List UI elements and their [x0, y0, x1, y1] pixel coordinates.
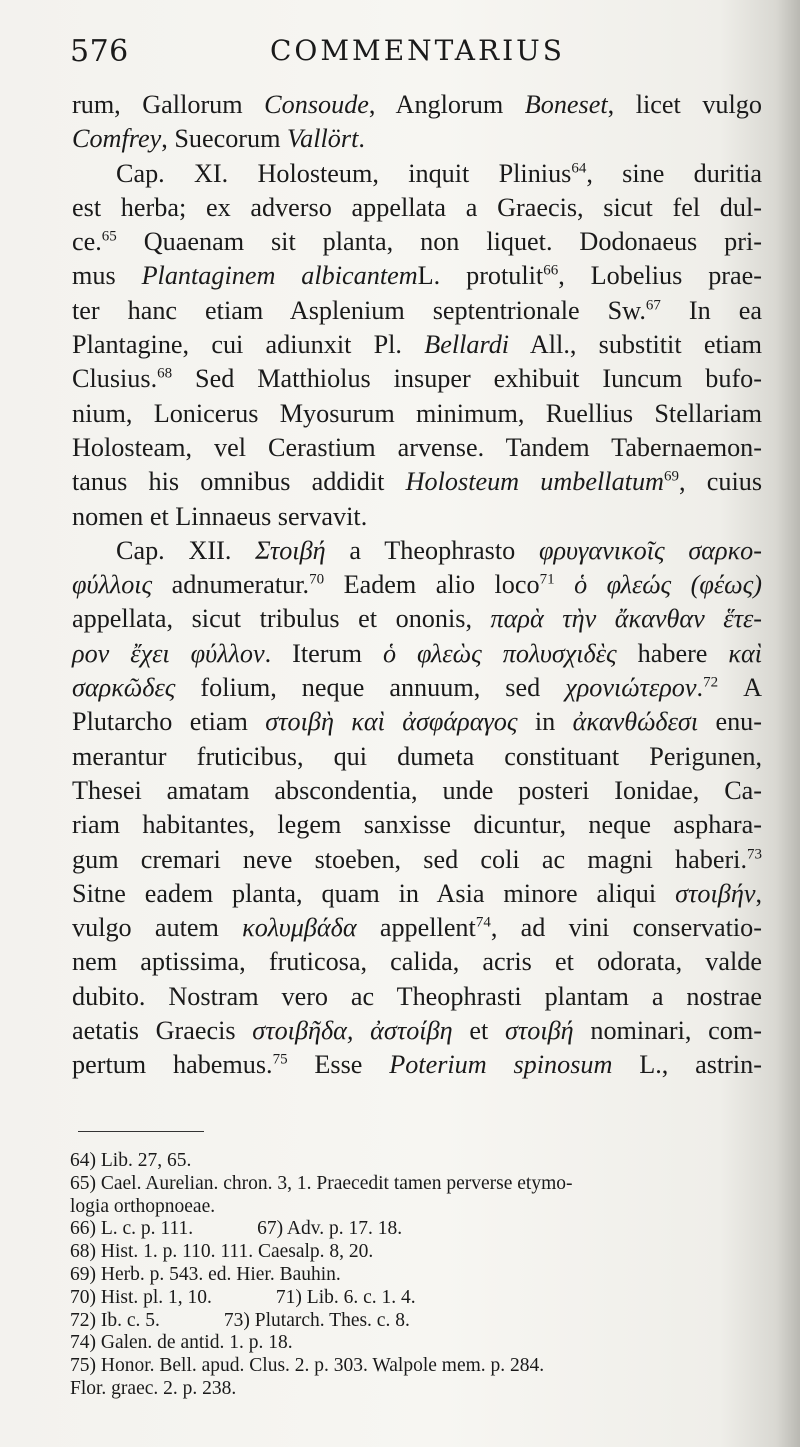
footnote-75-continued: Flor. graec. 2. p. 238. — [70, 1377, 237, 1399]
text-line: riam habitantes, legem sanxisse dicuntur, neque asphara- — [72, 810, 762, 840]
footnote-64: 64) Lib. 27, 65. — [70, 1150, 192, 1171]
text-line: aetatis Graecis στοιβῆδα, ἀστοίβη et στοιβή nominari, com- — [72, 1016, 762, 1046]
footnote-71: 71) Lib. 6. c. 1. 4. — [275, 1286, 416, 1308]
footnote-ref: 73 — [747, 845, 762, 862]
text-line: Comfrey, Suecorum Vallört. — [72, 124, 365, 154]
footnote-ref: 70 — [309, 571, 325, 588]
text-line: est herba; ex adverso appellata a Graecis, sicut fel dul- — [72, 192, 762, 222]
footnote-line — [70, 1287, 770, 1310]
text-line: Plutarcho etiam στοιβὴ καὶ ἀσφάραγος in ἀκανθώδεσι enu- — [72, 707, 762, 737]
text-line: gum cremari neve stoeben, sed coli ac magni haberi.$^{73}$ — [72, 844, 762, 874]
footnote-75: 75) Honor. Bell. apud. Clus. 2. p. 303. Walpole mem. p. 284. — [70, 1355, 545, 1377]
footnote-line — [70, 1218, 770, 1241]
text-line: pertum habemus.$^{75}$ Esse Poterium spinosum L., astrin- — [72, 1050, 762, 1080]
page-number: 576 — [70, 34, 129, 69]
footnote-73: 73) Plutarch. Thes. c. 8. — [223, 1309, 410, 1331]
footnotes — [70, 1150, 770, 1401]
footnote-ref: 67 — [645, 297, 661, 314]
text-line: mus Plantaginem albicantemL. protulit$^{66}$, Lobelius prae- — [72, 261, 762, 291]
text-line: Holosteam, vel Cerastium arvense. Tandem Tabernaemon- — [72, 432, 762, 462]
text-line: tanus his omnibus addidit Holosteum umbellatum$^{69}$, cuius — [72, 467, 763, 497]
footnote-ref: 64 — [571, 159, 587, 176]
text-line: appellata, sicut tribulus et ononis, παρὰ τὴν ἄκανθαν ἕτε- — [72, 604, 762, 634]
text-line: merantur fruticibus, qui dumeta constituant Perigunen, — [72, 741, 762, 771]
text-line: Clusius.$^{68}$ Sed Matthiolus insuper exhibuit Iuncum bufo- — [72, 364, 762, 394]
text-line: Cap. XI. Holosteum, inquit Plinius$^{64}$, sine duritia — [116, 158, 762, 188]
text-line: ter hanc etiam Asplenium septentrionale Sw.$^{67}$ In ea — [72, 295, 762, 325]
text-line: dubito. Nostram vero ac Theophrasti plantam a nostrae — [72, 981, 762, 1011]
footnote-ref: 69 — [663, 468, 679, 485]
footnote-ref: 65 — [101, 228, 117, 245]
text-line: nium, Lonicerus Myosurum minimum, Ruellius Stellariam — [72, 398, 762, 428]
running-head: COMMENTARIUS — [270, 34, 565, 67]
footnote-65-continued: logia orthopnoeae. — [70, 1195, 216, 1217]
footnote-72: 72) Ib. c. 5. — [70, 1309, 160, 1331]
text-line: Plantagine, cui adiunxit Pl. Bellardi All., substitit etiam — [72, 330, 762, 360]
text-line: Thesei amatam abscondentia, unde posteri Ionidae, Ca- — [72, 775, 762, 805]
footnote-69: 69) Herb. p. 543. ed. Hier. Bauhin. — [70, 1263, 341, 1285]
footnote-divider — [78, 1131, 204, 1132]
text-line: nem aptissima, fruticosa, calida, acris et odorata, valde — [72, 947, 762, 977]
text-line: Sitne eadem planta, quam in Asia minore aliqui στοιβήν, — [72, 878, 762, 908]
footnote-67: 67) Adv. p. 17. 18. — [257, 1218, 403, 1240]
footnote-74: 74) Galen. de antid. 1. p. 18. — [70, 1332, 293, 1354]
text-line: rum, Gallorum Consoude, Anglorum Boneset, licet vulgo — [72, 90, 762, 119]
page-header — [70, 34, 760, 74]
footnote-line — [70, 1310, 770, 1333]
footnote-ref: 68 — [157, 365, 173, 382]
text-line: Cap. XII. Στοιβή a Theophrasto φρυγανικοῖς σαρκο- — [116, 535, 762, 565]
footnote-68: 68) Hist. 1. p. 110. 111. Caesalp. 8, 20. — [70, 1241, 374, 1263]
text-line: nomen et Linnaeus servavit. — [72, 501, 368, 531]
footnote-ref: 75 — [272, 1051, 288, 1068]
main-text — [72, 88, 762, 1083]
footnote-ref: 66 — [543, 262, 559, 279]
text-line: ce.$^{65}$ Quaenam sit planta, non liquet. Dodonaeus pri- — [72, 227, 762, 257]
footnote-ref: 74 — [475, 914, 491, 931]
text-line: ρον ἔχει φύλλον. Iterum ὁ φλεὼς πολυσχιδὲς habere καὶ — [72, 638, 763, 668]
footnote-ref: 72 — [703, 674, 719, 691]
footnote-66: 66) L. c. p. 111. — [70, 1218, 194, 1240]
footnote-ref: 71 — [539, 571, 555, 588]
footnote-65: 65) Cael. Aurelian. chron. 3, 1. Praecedit tamen perverse etymo- — [70, 1172, 573, 1194]
text-line: σαρκῶδες folium, neque annuum, sed χρονιώτερον.$^{72}$ A — [72, 673, 762, 703]
text-line: vulgo autem κολυμβάδα appellent$^{74}$, ad vini conservatio- — [72, 913, 762, 943]
text-line: φύλλοις adnumeratur.$^{70}$ Eadem alio loco$^{71}$ ὁ φλεώς (φέως) — [72, 570, 763, 600]
footnote-70: 70) Hist. pl. 1, 10. — [70, 1286, 212, 1308]
